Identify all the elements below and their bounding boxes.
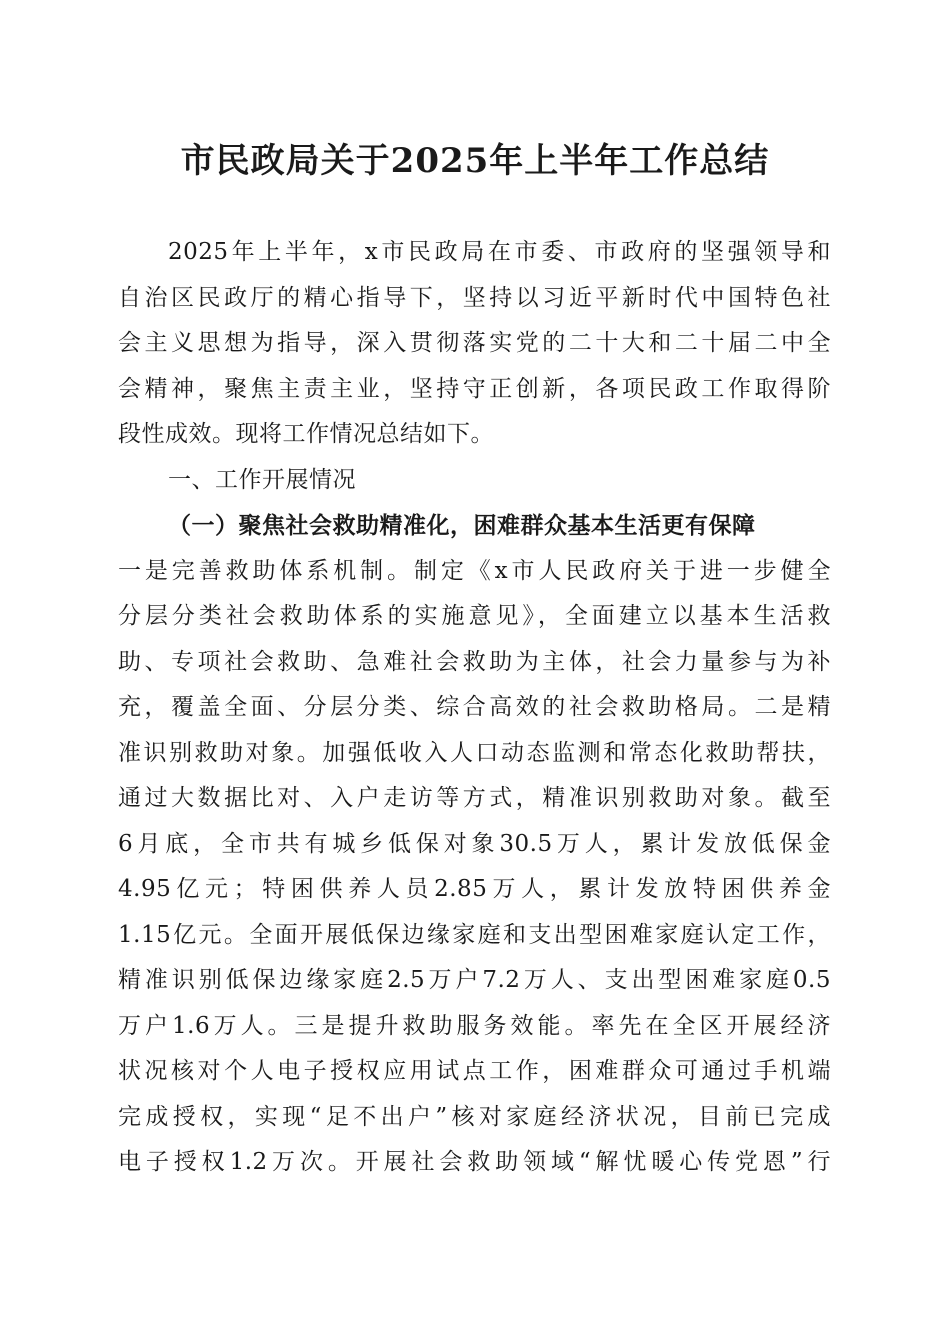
- body-line: 精准识别低保边缘家庭2.5万户7.2万人、支出型困难家庭0.5: [118, 967, 831, 993]
- intro-line: 自治区民政厅的精心指导下，坚持以习近平新时代中国特色社: [118, 284, 831, 311]
- intro-line: 2025年上半年，x市民政局在市委、市政府的坚强领导和: [168, 239, 831, 265]
- body-line: 4.95亿元；特困供养人员2.85万人，累计发放特困供养金: [118, 876, 831, 902]
- body-line: 充，覆盖全面、分层分类、综合高效的社会救助格局。二是精: [118, 694, 831, 720]
- intro-line: 段性成效。现将工作情况总结如下。: [118, 421, 494, 447]
- body-line: 6月底，全市共有城乡低保对象30.5万人，累计发放低保金: [118, 830, 831, 857]
- section-heading: 一、工作开展情况: [168, 466, 356, 493]
- document-body: [118, 230, 831, 1186]
- intro-line: 会主义思想为指导，深入贯彻落实党的二十大和二十届二中全: [118, 330, 831, 356]
- body-line: 通过大数据比对、入户走访等方式，精准识别救助对象。截至: [118, 785, 831, 811]
- body-line: 一是完善救助体系机制。制定《x市人民政府关于进一步健全: [118, 557, 831, 584]
- body-line: 状况核对个人电子授权应用试点工作，困难群众可通过手机端: [118, 1058, 831, 1084]
- subsection-heading: （一）聚焦社会救助精准化，困难群众基本生活更有保障: [168, 512, 756, 539]
- body-line: 准识别救助对象。加强低收入人口动态监测和常态化救助帮扶，: [118, 739, 831, 766]
- body-line: 分层分类社会救助体系的实施意见》，全面建立以基本生活救: [118, 603, 831, 629]
- body-line: 电子授权1.2万次。开展社会救助领域“解忧暖心传党恩”行: [118, 1149, 831, 1175]
- body-line: 助、专项社会救助、急难社会救助为主体，社会力量参与为补: [118, 648, 831, 675]
- body-line: 万户1.6万人。三是提升救助服务效能。率先在全区开展经济: [118, 1012, 831, 1039]
- document-title: 市民政局关于2025年上半年工作总结: [180, 141, 770, 181]
- body-line: 1.15亿元。全面开展低保边缘家庭和支出型困难家庭认定工作，: [118, 921, 831, 948]
- intro-line: 会精神，聚焦主责主业，坚持守正创新，各项民政工作取得阶: [118, 375, 831, 402]
- body-line: 完成授权，实现“足不出户”核对家庭经济状况，目前已完成: [118, 1103, 831, 1130]
